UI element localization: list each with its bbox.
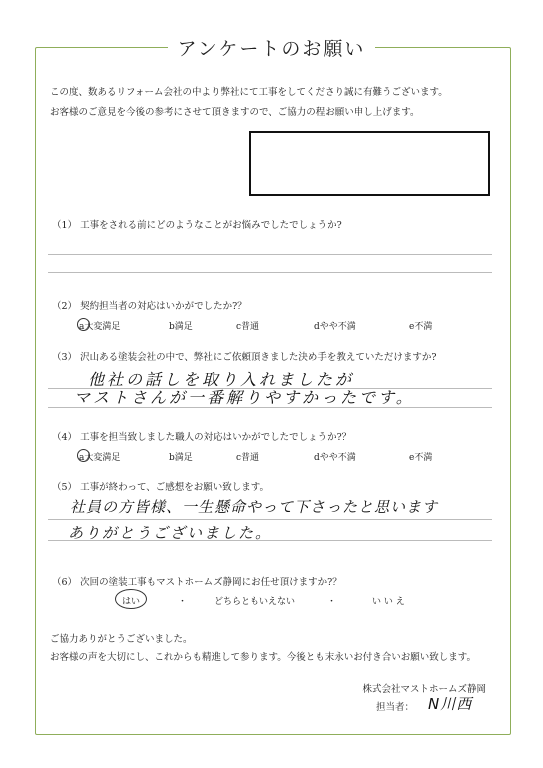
- question-5: （5） 工事が終わって、ご感想をお願い致します。: [52, 482, 270, 493]
- question-6: （6） 次回の塗装工事もマストホームズ静岡にお任せ頂けますか?？: [52, 577, 342, 588]
- question-1: （1） 工事をされる前にどのようなことがお悩みでしたでしょうか?: [52, 220, 342, 231]
- option-separator: ・: [327, 597, 337, 607]
- q6-option-yes[interactable]: はい: [122, 597, 141, 607]
- q2-option-d[interactable]: dやや不満: [314, 322, 356, 332]
- handwritten-answer-5a: 社員の方皆様、一生懸命やって下さったと思います: [70, 498, 439, 516]
- q4-option-b[interactable]: b満足: [169, 453, 193, 463]
- redaction-box: [249, 131, 490, 196]
- company-name: 株式会社マストホームズ静岡: [362, 684, 486, 695]
- q2-option-b[interactable]: b満足: [169, 322, 193, 332]
- q4-option-d[interactable]: dやや不満: [314, 453, 356, 463]
- intro-line-1: この度、数あるリフォーム会社の中より弊社にて工事をしてくださり誠に有難うございます。: [50, 87, 448, 98]
- closing-line-2: お客様の声を大切にし、これからも精進して参ります。今後とも末永いお付き合いお願い致します。: [50, 652, 476, 663]
- answer-line: [48, 519, 492, 520]
- answer-line: [48, 272, 492, 273]
- question-3: （3） 沢山ある塗装会社の中で、弊社にご依頼頂きました決め手を教えていただけますか?: [52, 352, 437, 363]
- q6-option-neutral[interactable]: どちらともいえない: [214, 597, 296, 607]
- q2-option-e[interactable]: e不満: [409, 322, 433, 332]
- person-label: 担当者：: [376, 702, 415, 713]
- handwritten-answer-5b: ありがとうございました。: [68, 524, 273, 542]
- q2-option-c[interactable]: c普通: [236, 322, 260, 332]
- selection-circle: [77, 318, 90, 331]
- q4-option-a[interactable]: a大変満足: [79, 453, 121, 463]
- person-signature: N川西: [428, 695, 473, 713]
- handwritten-answer-3b: マストさんが一番解りやすかったです。: [74, 388, 415, 407]
- answer-line: [48, 388, 492, 389]
- question-2: （2） 契約担当者の対応はいかがでしたか?？: [52, 301, 247, 312]
- answer-line: [48, 540, 492, 541]
- q4-option-e[interactable]: e不満: [409, 453, 433, 463]
- selection-circle: [115, 589, 147, 609]
- question-4: （4） 工事を担当致しました職人の対応はいかがでしたでしょうか?？: [52, 432, 352, 443]
- selection-circle: [77, 449, 90, 462]
- handwritten-answer-3a: 他社の話しを取り入れましたが: [88, 370, 355, 389]
- option-separator: ・: [178, 597, 188, 607]
- survey-title: アンケートのお願い: [0, 34, 543, 61]
- q6-option-no[interactable]: い い え: [372, 597, 405, 607]
- answer-line: [48, 254, 492, 255]
- intro-line-2: お客様のご意見を今後の参考にさせて頂きますので、ご協力の程お願い申し上げます。: [50, 107, 420, 118]
- q4-option-c[interactable]: c普通: [236, 453, 260, 463]
- q2-option-a[interactable]: a大変満足: [79, 322, 121, 332]
- closing-line-1: ご協力ありがとうございました。: [50, 634, 193, 645]
- answer-line: [48, 407, 492, 408]
